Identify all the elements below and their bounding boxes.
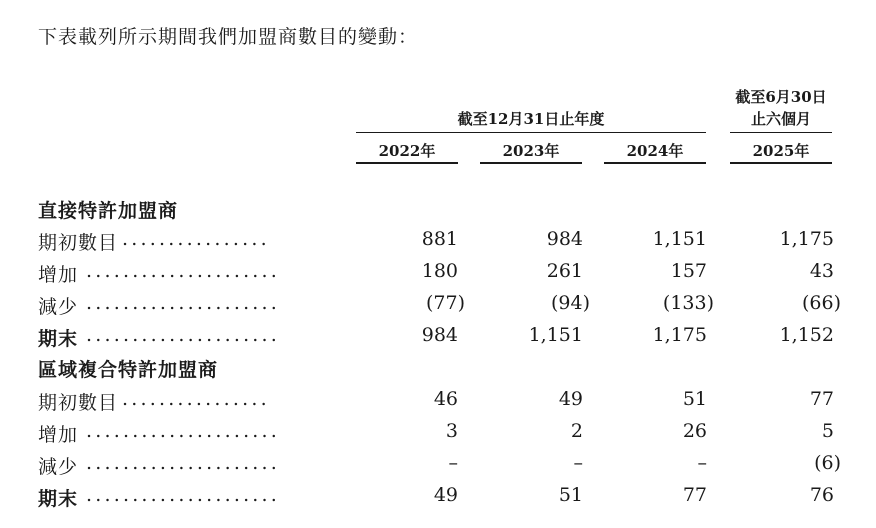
cell-2025: 76 (809, 484, 834, 506)
leader-dots: ................ (122, 228, 270, 250)
cell-2025: 1,175 (779, 228, 834, 250)
header-six-month-rule (730, 132, 832, 133)
row-label: 期末 (38, 328, 79, 350)
column-header-rule-2024 (604, 162, 706, 164)
cell-2022: 180 (421, 260, 458, 282)
row-label: 減少 (38, 296, 79, 318)
cell-2023: 984 (546, 228, 583, 250)
cell-2025: 5 (821, 420, 834, 442)
table-row (0, 388, 876, 418)
cell-2024: 1,175 (652, 324, 707, 346)
cell-2023: – (573, 452, 583, 474)
cell-2023: 2 (570, 420, 583, 442)
cell-2022: (77) (425, 292, 465, 314)
cell-2022: – (448, 452, 458, 474)
header-six-month-line2: 止六個月 (750, 110, 811, 128)
row-label: 期初數目 (38, 232, 119, 254)
cell-2022: 49 (433, 484, 458, 506)
cell-2022: 46 (433, 388, 458, 410)
cell-2023: (94) (550, 292, 590, 314)
cell-2025: 1,152 (779, 324, 834, 346)
cell-2025: 43 (809, 260, 834, 282)
column-header-2022: 2022年 (378, 142, 436, 160)
leader-dots: ..................... (86, 484, 281, 506)
cell-2024: 157 (670, 260, 707, 282)
leader-dots: ..................... (86, 420, 281, 442)
leader-dots: ..................... (86, 260, 281, 282)
table-row (0, 260, 876, 290)
leader-dots: ..................... (86, 452, 281, 474)
cell-2024: 51 (682, 388, 707, 410)
intro-text: 下表載列所示期間我們加盟商數目的變動： (38, 26, 419, 48)
row-label: 增加 (38, 264, 79, 286)
leader-dots: ..................... (86, 324, 281, 346)
cell-2023: 49 (558, 388, 583, 410)
cell-2024: 77 (682, 484, 707, 506)
table-row (0, 420, 876, 450)
header-six-month-line1: 截至6月30日 (735, 88, 827, 106)
leader-dots: ................ (122, 388, 270, 410)
table-row (0, 452, 876, 482)
row-label: 增加 (38, 424, 79, 446)
column-header-rule-2022 (356, 162, 458, 164)
table-row (0, 292, 876, 322)
cell-2024: (133) (662, 292, 714, 314)
column-header-2025: 2025年 (752, 142, 810, 160)
table-row (0, 484, 876, 514)
header-fiscal-year-group: 截至12月31日止年度 (457, 110, 605, 128)
cell-2023: 51 (558, 484, 583, 506)
cell-2025: 77 (809, 388, 834, 410)
cell-2022: 984 (421, 324, 458, 346)
column-header-2023: 2023年 (502, 142, 560, 160)
cell-2025: (66) (801, 292, 841, 314)
section-title-regional-franchisees: 區域複合特許加盟商 (38, 359, 219, 381)
section-title-direct-franchisees: 直接特許加盟商 (38, 200, 179, 222)
leader-dots: ..................... (86, 292, 281, 314)
cell-2024: 1,151 (652, 228, 707, 250)
row-label: 期末 (38, 488, 79, 510)
column-header-2024: 2024年 (626, 142, 684, 160)
column-header-rule-2023 (480, 162, 582, 164)
row-label: 期初數目 (38, 392, 119, 414)
table-row (0, 228, 876, 258)
column-header-rule-2025 (730, 162, 832, 164)
cell-2025: (6) (814, 452, 841, 474)
cell-2023: 1,151 (528, 324, 583, 346)
cell-2024: – (697, 452, 707, 474)
header-fiscal-year-rule (356, 132, 706, 133)
cell-2023: 261 (546, 260, 583, 282)
table-row (0, 324, 876, 354)
cell-2022: 881 (421, 228, 458, 250)
cell-2022: 3 (445, 420, 458, 442)
row-label: 減少 (38, 456, 79, 478)
cell-2024: 26 (682, 420, 707, 442)
